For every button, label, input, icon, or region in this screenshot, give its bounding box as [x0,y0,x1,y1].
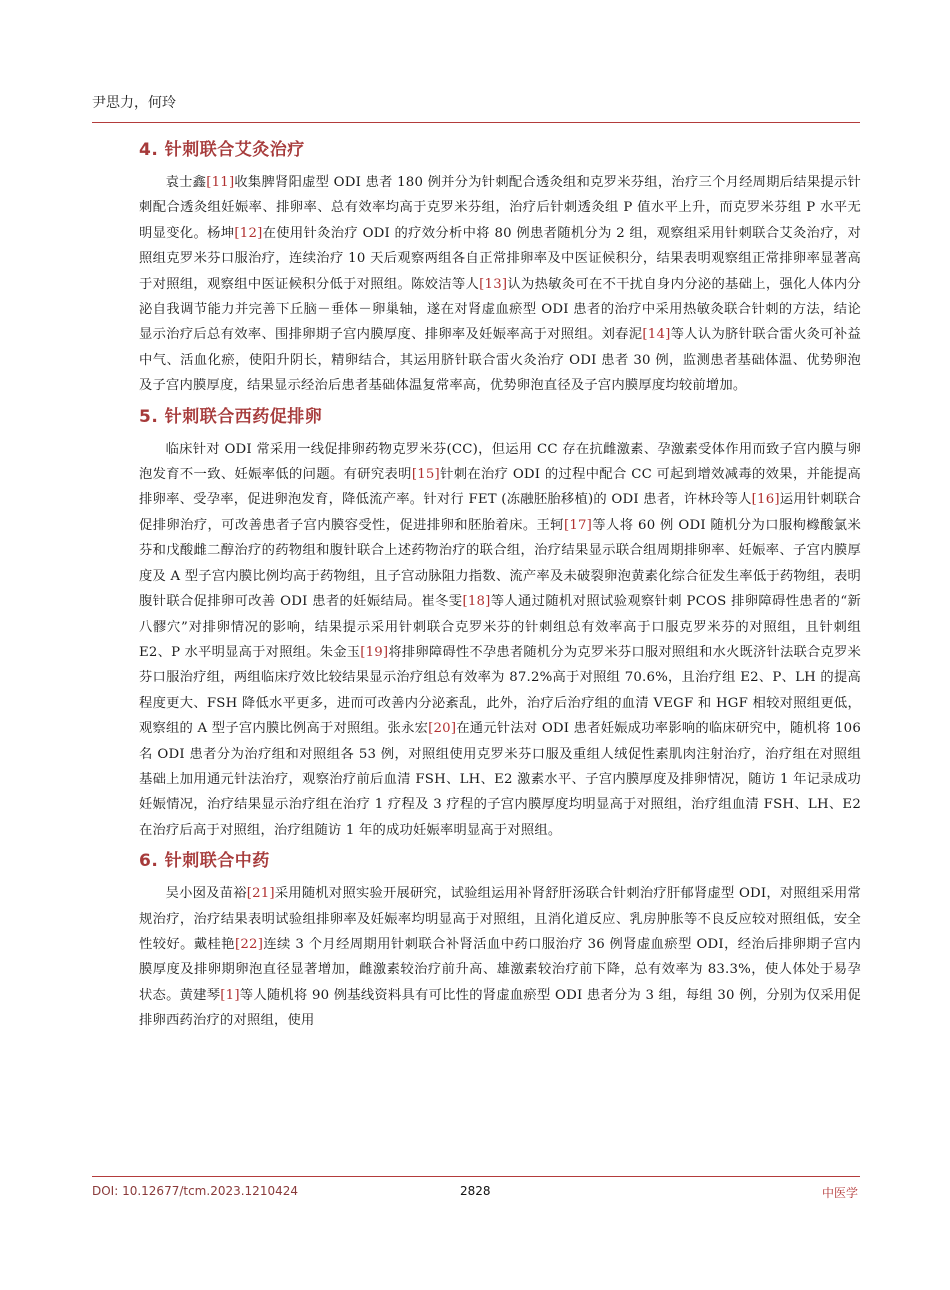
citation-link[interactable]: [15] [411,467,440,483]
citation-link[interactable]: [17] [563,517,593,533]
citation-link[interactable]: [19] [360,644,389,660]
body-paragraph [139,170,861,399]
text-segment: 等人通过随机对照试验观察针刺 PCOS 排卵障碍性患者的“新八髎穴”对排卵情况的影响，结果提示采用针刺联合克罗米芬的针刺组总有效率高于口服克罗米芬的对照组，且针刺组 E2、P 水平明显高于对照组。朱金玉 [139,594,862,660]
page-number: 2828 [460,1184,491,1198]
text-segment: 针刺在治疗 ODI 的过程中配合 CC 可起到增效减毒的效果，并能提高排卵率、受孕率，促进卵泡发育，降低流产率。针对行 FET (冻融胚胎移植)的 ODI 患者，许林玲等人 [139,467,862,508]
text-segment: 在通元针法对 ODI 患者妊娠成功率影响的临床研究中，随机将 106 名 ODI 患者分为治疗组和对照组各 53 例，对照组使用克罗米芬口服及重组人绒促性素肌肉注射治疗，治疗组在对照组基础上加用通元针法治疗，观察治疗前后血清 FSH、LH、E2 激素水平、子宫内膜厚度及排卵情况，随访 1 年记录成功妊娠情况，治疗结果显示治疗组在治疗 1 疗程及 3 疗程的子宫内膜厚度均明显高于对照组，治疗组血清 FSH、LH、E2 在治疗后高于对照组，治疗组随访 1 年的成功妊娠率明显高于对照组。 [139,721,861,838]
text-segment: 在使用针灸治疗 ODI 的疗效分析中将 80 例患者随机分为 2 组，观察组采用针刺联合艾灸治疗，对照组克罗米芬口服治疗，连续治疗 10 天后观察两组各自正常排卵率及中医证候积分，结果表明观察组正常排卵率显著高于对照组，观察组中医证候积分低于对照组。陈姣洁等人 [139,225,861,292]
text-segment: 吴小囡及苗裕 [165,886,247,902]
section-heading: 4. 针刺联合艾灸治疗 [139,140,305,160]
citation-link[interactable]: [12] [234,225,263,241]
citation-link[interactable]: [22] [235,936,264,952]
text-segment: 等人认为脐针联合雷火灸可补益中气、活血化瘀，使阳升阴长，精卵结合，其运用脐针联合雷火灸治疗 ODI 患者 30 例，监测患者基础体温、优势卵泡及子宫内膜厚度，结果显示经治后患者基础体温复常率高，优势卵泡直径及子宫内膜厚度均较前增加。 [139,327,861,394]
citation-link[interactable]: [20] [428,721,457,737]
text-segment: 运用针刺联合促排卵治疗，可改善患者子宫内膜容受性，促进排卵和胚胎着床。王轲 [139,492,861,533]
citation-link[interactable]: [16] [751,492,780,508]
citation-link[interactable]: [18] [462,594,491,610]
citation-link[interactable]: [1] [220,987,240,1003]
text-segment: 将排卵障碍性不孕患者随机分为克罗米芬口服对照组和水火既济针法联合克罗米芬口服治疗组，两组临床疗效比较结果显示治疗组总有效率为 87.2%高于对照组 70.6%，且治疗组 E2、P、LH 的提高程度更大、FSH 降低水平更多，进而可改善内分泌紊乱，此外，治疗后治疗组的血清 VEGF 和 HGF 相较对照组更低，观察组的 A 型子宫内膜比例高于对照组。张永宏 [139,644,861,737]
section-heading: 6. 针刺联合中药 [139,851,270,872]
footer-divider [92,1176,860,1177]
citation-link[interactable]: [14] [642,327,671,343]
body-paragraph [139,881,861,1033]
running-header-authors: 尹思力，何玲 [92,95,176,111]
citation-link[interactable]: [13] [479,276,508,292]
text-segment: 等人随机将 90 例基线资料具有可比性的肾虚血瘀型 ODI 患者分为 3 组，每组 30 例，分别为仅采用促排卵西药治疗的对照组，使用 [139,987,861,1029]
text-segment: 等人将 60 例 ODI 随机分为口服枸橼酸氯米芬和戊酸雌二醇治疗的药物组和腹针联合上述药物治疗的联合组，治疗结果显示联合组周期排卵率、妊娠率、子宫内膜厚度及 A 型子宫内膜比例均高于药物组，且子宫动脉阻力指数、流产率及未破裂卵泡黄素化综合征发生率低于药物组，表明腹针联合促排卵可改善 ODI 患者的妊娠结局。崔冬雯 [139,517,861,610]
journal-name: 中医学 [821,1186,858,1200]
body-paragraph [139,437,861,844]
citation-link[interactable]: [11] [206,175,235,190]
article-body [139,132,861,1040]
header-divider [92,122,860,123]
footer-doi[interactable]: DOI: 10.12677/tcm.2023.1210424 [92,1184,298,1198]
section-heading: 5. 针刺联合西药促排卵 [139,406,323,427]
text-segment: 认为热敏灸可在不干扰自身内分泌的基础上，强化人体内分泌自我调节能力并完善下丘脑－垂体－卵巢轴，遂在对肾虚血瘀型 ODI 患者的治疗中采用热敏灸联合针刺的方法，结论显示治疗后总有效率、围排卵期子宫内膜厚度、排卵率及妊娠率高于对照组。刘春泥 [139,276,861,343]
text-segment: 采用随机对照实验开展研究，试验组运用补肾舒肝汤联合针刺治疗肝郁肾虚型 ODI，对照组采用常规治疗，治疗结果表明试验组排卵率及妊娠率均明显高于对照组，且消化道反应、乳房肿胀等不良反应较对照组低，安全性较好。戴桂艳 [139,886,861,952]
text-segment: 收集脾肾阳虚型 ODI 患者 180 例并分为针刺配合透灸组和克罗米芬组，治疗三个月经周期后结果提示针刺配合透灸组妊娠率、排卵率、总有效率均高于克罗米芬组，治疗后针刺透灸组 P 值水平上升，而克罗米芬组 P 水平无明显变化。杨坤 [139,175,861,241]
citation-link[interactable]: [21] [246,886,275,902]
text-segment: 临床针对 ODI 常采用一线促排卵药物克罗米芬(CC)，但运用 CC 存在抗雌激素、孕激素受体作用而致子宫内膜与卵泡发育不一致、妊娠率低的问题。有研究表明 [139,441,861,483]
text-segment: 袁士鑫 [165,175,207,190]
text-segment: 连续 3 个月经周期用针刺联合补肾活血中药口服治疗 36 例肾虚血瘀型 ODI，经治后排卵期子宫内膜厚度及排卵期卵泡直径显著增加，雌激素较治疗前升高、雄激素较治疗前下降，总有效率为 83.3%，使人体处于易孕状态。黄建琴 [139,936,861,1003]
